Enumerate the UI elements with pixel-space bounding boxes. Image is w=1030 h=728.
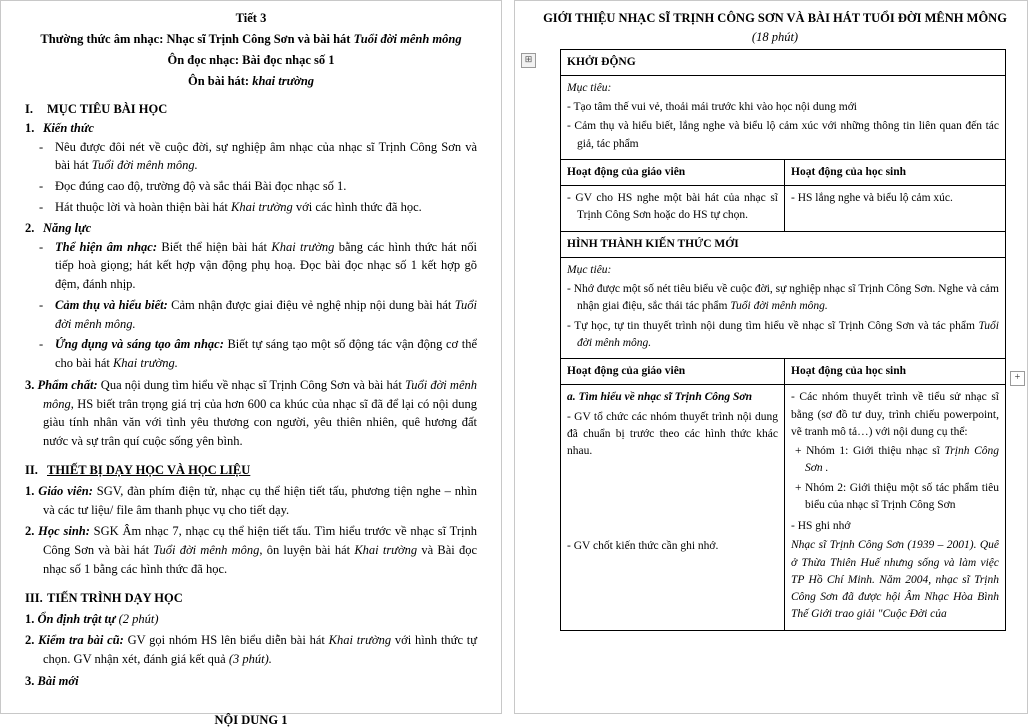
heading-3-title: khai trường (252, 73, 315, 88)
list-item-title: Khai trường (231, 199, 293, 214)
objective-item: - Tự học, tự tin thuyết trình nội dung tìm hiểu về nhạc sĩ Trịnh Công Sơn và tác phẩm Tuổi đời mênh mông. (567, 319, 999, 349)
objective-label: Mục tiêu: (567, 81, 612, 94)
step-1-number: 1. (25, 611, 35, 626)
objective-item: - Nhớ được một số nét tiêu biểu về cuộc đời, sự nghiệp nhạc sĩ Trịnh Công Sơn. Nghe và cảm nhận giai điệu, sắc thái tác phẩm Tuổi đời mênh mông. (567, 283, 999, 313)
activity-a-title: a. Tìm hiểu về nhạc sĩ Trịnh Công Sơn (567, 391, 752, 404)
section-i (25, 102, 477, 117)
list-item-text: Nêu được đôi nét về cuộc đời, sự nghiệp âm nhạc của nhạc sĩ Trịnh Công Sơn và bài hát (55, 139, 477, 173)
student-group-2: + Nhóm 2: Giới thiệu một số tác phẩm tiêu biểu của nhạc sĩ Trịnh Công Sơn (795, 481, 999, 511)
step-1 (25, 610, 477, 629)
column-header-teacher-2: Hoạt động của giáo viên (561, 359, 785, 385)
page-right (514, 0, 1028, 714)
column-header-teacher: Hoạt động của giáo viên (561, 159, 785, 185)
student-equipment-song1: Tuổi đời mênh mông (153, 543, 260, 558)
student-group-1 (791, 443, 999, 478)
object-anchor-handle[interactable]: ⊞ (521, 53, 536, 68)
page-title-text: GIỚI THIỆU NHẠC SĨ TRỊNH CÔNG SƠN VÀ BÀI HÁT TUỔI ĐỜI MÊNH MÔNG (543, 11, 1007, 25)
table-row (561, 359, 1006, 385)
competency-text: Biết tự sáng tạo một số động tác vận động cơ thể cho bài hát (55, 337, 477, 371)
column-header-student: Hoạt động của học sinh (785, 159, 1006, 185)
step-2-text: GV gọi nhóm HS lên biểu diễn bài hát (123, 633, 329, 648)
khoi-dong-objectives (561, 75, 1006, 159)
dash-icon: - (39, 239, 44, 254)
competency-song: Tuổi đời mênh mông. (55, 297, 477, 331)
list-item (25, 177, 477, 196)
list-item (25, 238, 477, 294)
table-row (561, 257, 1006, 358)
step-3 (25, 672, 477, 691)
heading-1-title: Tuổi đời mênh mông (353, 32, 462, 46)
subsection-3-label: Phẩm chất: (37, 377, 98, 392)
student-activity-text: - Các nhóm thuyết trình về tiểu sử nhạc sĩ bằng (sơ đồ tư duy, trình chiếu powerpoint, vẽ tranh mô tả…) với nội dung cụ thể: (791, 391, 999, 438)
list-item-text: Hát thuộc lời và hoàn thiện bài hát (55, 199, 232, 214)
teacher-activity-text-2: - GV chốt kiến thức cần ghi nhớ. (567, 540, 719, 553)
dash-icon: - (39, 337, 44, 352)
competency-song: Khai trường (271, 239, 335, 254)
teacher-activity-text: - GV tổ chức các nhóm thuyết trình nội dung đã chuẩn bị trước theo các hình thức khác nhau. (567, 410, 778, 457)
activity-table (560, 49, 1006, 631)
list-item-title: Tuổi đời mênh mông. (91, 158, 198, 173)
step-3-label: Bài mới (37, 673, 79, 688)
subsection-2 (25, 221, 477, 236)
student-activity-text: - HS lắng nghe và biểu lộ cảm xúc. (791, 192, 953, 204)
objective-item-text: Cảm thụ và hiểu biết, lắng nghe và biểu lộ cảm xúc với những thông tin liên quan đến tác giả, tác phẩm (574, 120, 999, 150)
step-3-number: 3. (25, 673, 35, 688)
student-equipment (25, 522, 477, 578)
section-ii-title: THIẾT BỊ DẠY HỌC VÀ HỌC LIỆU (47, 462, 251, 477)
list-item (25, 296, 477, 334)
competency-text: Cảm nhận được giai điệu vẻ nghệ nhịp nội dung bài hát (167, 297, 455, 312)
heading-1-text: Thường thức âm nhạc: Nhạc sĩ Trịnh Công Sơn và bài hát (40, 32, 354, 46)
lesson-heading-2: Ôn đọc nhạc: Bài đọc nhạc số 1 (167, 52, 335, 67)
list-item (25, 198, 477, 217)
step-2-song: Khai trường (328, 633, 392, 648)
table-row (561, 75, 1006, 159)
list-item-text: Đọc đúng cao độ, trường độ và sắc thái Bài đọc nhạc số 1. (55, 179, 347, 194)
subsection-2-title: Năng lực (43, 220, 92, 235)
teacher-equipment-text: SGV, đàn phím điện tử, nhạc cụ thể hiện tiết tấu, phương tiện nghe – nhìn và các tư liệu/ file âm thanh phục vụ cho tiết dạy. (43, 483, 478, 517)
page-footer-label: NỘI DUNG 1 (214, 712, 288, 727)
objective-item-song: Tuổi đời mênh mông. (577, 319, 999, 349)
lesson-heading-1 (25, 31, 477, 48)
khoi-dong-student-cell (785, 186, 1006, 232)
competency-text-end: bằng các hình thức hát nối tiếp hoà giọng; hát kết hợp vận động phụ hoạ. Đọc bài đọc nhạc số 1 kết hợp gõ đệm, đánh nhịp. (55, 239, 477, 292)
list-item (25, 335, 477, 373)
student-equipment-number: 2. (25, 524, 35, 539)
table-row (561, 385, 1006, 630)
teacher-equipment (25, 482, 477, 520)
subsection-3-text-end: , HS biết trân trọng giá trị của hơn 600 ca khúc của nhạc sĩ đã để lại có nội dung giàu tính nhân văn với tình yêu thương con người, yêu thiên nhiên, quê hương đất nước và sự trân quí cuộc sống yên bình. (43, 396, 477, 449)
lesson-heading-3 (25, 73, 477, 90)
objective-item-text: Tạo tâm thế vui vẻ, thoải mái trước khi vào học nội dung mới (573, 101, 857, 113)
section-iii-title: TIẾN TRÌNH DẠY HỌC (47, 590, 183, 605)
subsection-3-text: Qua nội dung tìm hiểu về nhạc sĩ Trịnh Công Sơn và bài hát (97, 377, 405, 392)
column-header-student-2: Hoạt động của học sinh (785, 359, 1006, 385)
step-2-text-end: với hình thức tự chọn. GV nhận xét, đánh giá kết quả (43, 633, 478, 667)
section-iii-number: III. (25, 590, 43, 605)
list-item (25, 138, 477, 176)
competency-song: Khai trường. (112, 356, 178, 371)
step-2-number: 2. (25, 633, 35, 648)
subsection-3-number: 3. (25, 377, 35, 392)
teacher-activity-text: - GV cho HS nghe một bài hát của nhạc sĩ Trịnh Công Sơn hoặc do HS tự chọn. (567, 192, 778, 222)
subsection-1-number: 1. (25, 120, 35, 135)
dash-icon: - (39, 297, 44, 312)
page-left (0, 0, 502, 727)
section-ii (25, 463, 477, 478)
competency-label: Cảm thụ và hiểu biết: (55, 297, 168, 312)
subsection-3 (25, 376, 477, 451)
table-row (561, 186, 1006, 232)
step-2-label: Kiểm tra bài cũ: (38, 633, 124, 648)
objective-item-song: Tuổi đời mênh mông. (730, 300, 828, 313)
objective-label: Mục tiêu: (567, 263, 612, 276)
table-row (561, 231, 1006, 257)
subsection-1-title: Kiến thức (43, 120, 94, 135)
objective-item: - Cảm thụ và hiểu biết, lắng nghe và biểu lộ cảm xúc với những thông tin liên quan đến tác giả, tác phẩm (567, 120, 999, 150)
page-gap (502, 0, 514, 714)
table-row (561, 49, 1006, 75)
dash-icon: - (39, 199, 44, 214)
competency-label: Thể hiện âm nhạc: (55, 239, 157, 254)
teacher-equipment-number: 1. (25, 483, 35, 498)
dash-icon: - (39, 139, 44, 154)
hinh-thanh-teacher-cell (561, 385, 785, 630)
hinh-thanh-objectives (561, 257, 1006, 358)
step-1-label: Ổn định trật tự (37, 611, 116, 626)
student-equipment-end: và Bài đọc nhạc số 1 bằng các hình thức đã học. (43, 543, 477, 576)
heading-3-text: Ôn bài hát: (187, 73, 253, 88)
insert-row-handle[interactable]: + (1010, 371, 1025, 386)
list-item-text-end: với các hình thức đã học. (292, 199, 422, 214)
section-khoi-dong-header: KHỞI ĐỘNG (561, 49, 1006, 75)
subsection-2-number: 2. (25, 220, 35, 235)
subsection-3-song: Tuổi đời mênh mông (43, 377, 477, 411)
section-i-number: I. (25, 101, 33, 116)
dash-icon: - (39, 179, 44, 194)
section-iii (25, 591, 477, 606)
step-2 (25, 631, 477, 669)
section-hinh-thanh-header: HÌNH THÀNH KIẾN THỨC MỚI (561, 231, 1006, 257)
teacher-equipment-label: Giáo viên: (38, 483, 93, 498)
page-title-duration: (18 phút) (751, 29, 799, 44)
objective-item-text: Nhớ được một số nét tiêu biểu về cuộc đời, sự nghiệp nhạc sĩ Trịnh Công Sơn. Nghe và cảm nhận giai điệu, sắc thái tác phẩm (573, 283, 999, 313)
student-equipment-song2: Khai trường (354, 543, 418, 558)
section-ii-number: II. (25, 462, 38, 477)
objective-item: - Tạo tâm thế vui vẻ, thoải mái trước khi vào học nội dung mới (567, 101, 857, 113)
student-equipment-mid: , ôn luyện bài hát (259, 543, 355, 558)
competency-label: Ứng dụng và sáng tạo âm nhạc: (55, 337, 224, 352)
step-2-time: (3 phút). (228, 652, 272, 667)
table-row (561, 159, 1006, 185)
lesson-number: Tiết 3 (235, 11, 267, 25)
student-group-1-text: + Nhóm 1: Giới thiệu nhạc sĩ (795, 445, 945, 457)
objective-item-text: Tự học, tự tin thuyết trình nội dung tìm hiểu về nhạc sĩ Trịnh Công Sơn và tác phẩm (574, 319, 979, 332)
hinh-thanh-student-cell (785, 385, 1006, 630)
student-group-1-name: Trịnh Công Sơn . (805, 445, 999, 475)
khoi-dong-teacher-cell (561, 186, 785, 232)
step-1-time: (2 phút) (115, 611, 159, 626)
section-i-title: MỤC TIÊU BÀI HỌC (47, 101, 168, 116)
student-equipment-text: SGK Âm nhạc 7, nhạc cụ thể hiện tiết tấu. Tìm hiểu trước về nhạc sĩ Trịnh Công Sơn và bài hát (43, 524, 478, 558)
page-title (537, 9, 1013, 47)
student-note-paragraph: Nhạc sĩ Trịnh Công Sơn (1939 – 2001). Quê ở Thừa Thiên Huế nhưng sống và làm việc TP Hồ Chí Minh. Năm 2004, nhạc sĩ Trịnh Công Sơn đã được hội Âm Nhạc Hòa Bình Thế Giới trao giải "Cuộc Đời của (791, 539, 999, 621)
subsection-1 (25, 121, 477, 136)
teacher-cell-spacer (567, 462, 778, 536)
competency-text: Biết thể hiện bài hát (157, 239, 272, 254)
student-note-label: - HS ghi nhớ (791, 520, 851, 532)
student-equipment-label: Học sinh: (38, 524, 90, 539)
